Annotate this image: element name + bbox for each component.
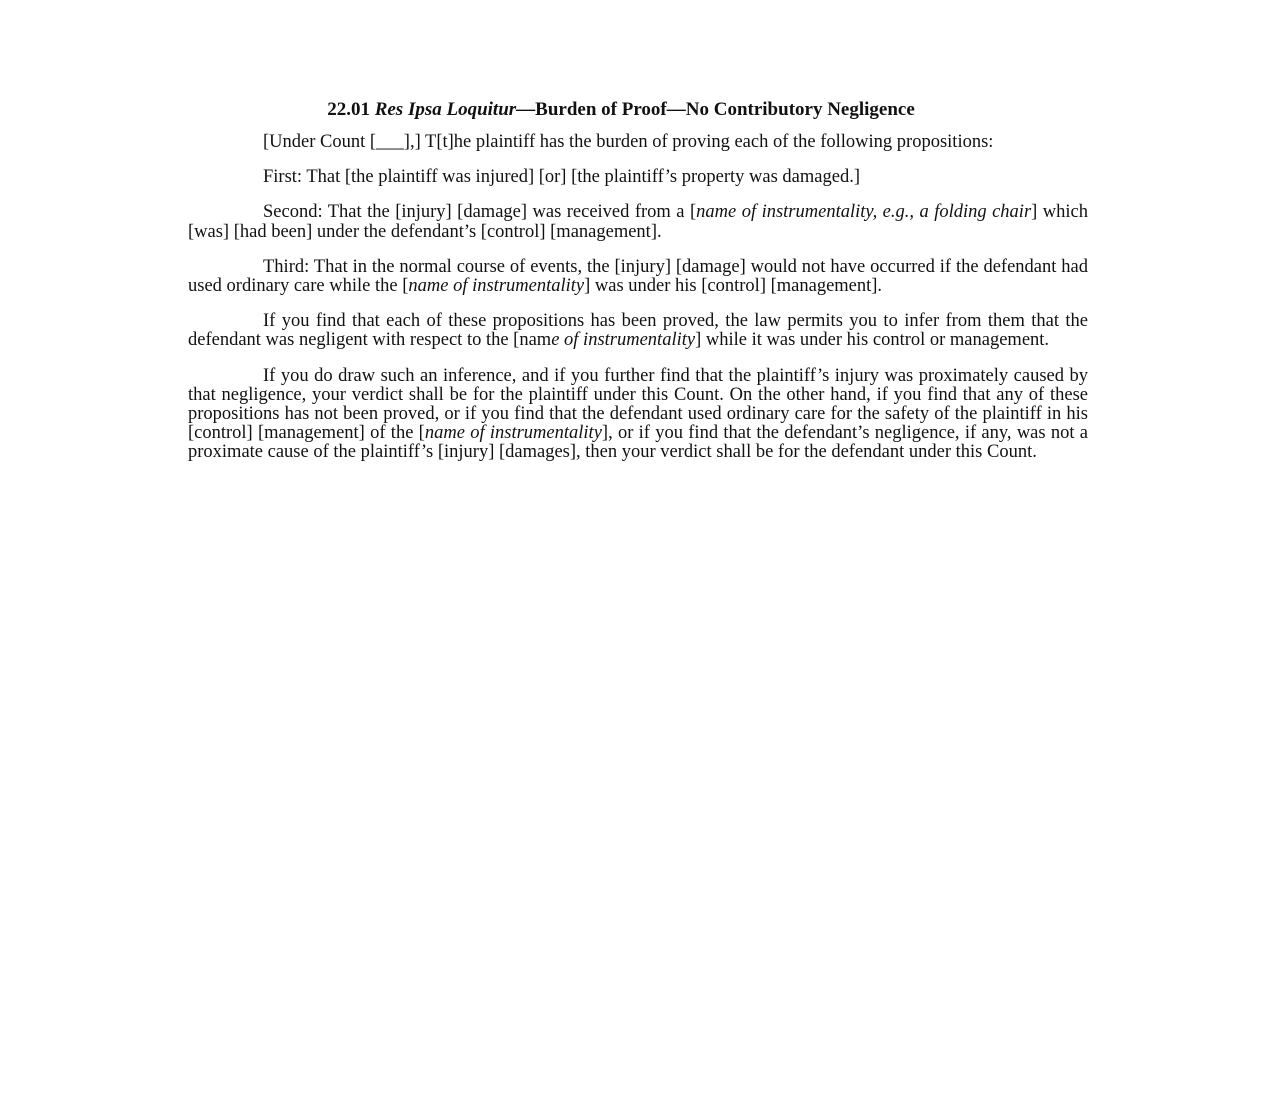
title-rest: —Burden of Proof—No Contributory Negligence <box>516 99 915 120</box>
paragraph-third <box>188 258 1088 296</box>
paragraph-second-part: ] which [was] [had been] under the defendant’s [control] [management]. <box>188 202 1089 242</box>
paragraph-inference-part: ] while it was under his control or management. <box>695 330 1050 351</box>
paragraph-inference-part: If you find that each of these propositions has been proved, the law permits you to infer from them that the defendant was negligent with respect to the [nam <box>188 311 1088 351</box>
paragraph-first <box>188 168 1088 187</box>
document-page <box>188 98 1088 479</box>
paragraph-second-part: name of instrumentality, e.g., a folding chair <box>696 202 1032 223</box>
paragraph-verdict <box>188 367 1088 463</box>
paragraph-inference <box>188 312 1088 350</box>
paragraph-inference-part: e of instrumentality <box>551 330 696 351</box>
title-number: 22.01 <box>327 99 370 120</box>
paragraph-intro <box>188 133 1088 152</box>
paragraph-third-part: ] was under his [control] [management]. <box>584 276 883 297</box>
title-italic: Res Ipsa Loquitur <box>374 99 517 120</box>
paragraph-intro-part: [Under Count [___],] T[t]he plaintiff has the burden of proving each of the following propositions: <box>263 132 994 152</box>
instruction-title <box>188 98 1088 122</box>
instruction-body <box>188 133 1088 463</box>
paragraph-second-part: Second: That the [injury] [damage] was received from a [ <box>263 202 697 223</box>
paragraph-third-part: name of instrumentality <box>408 276 585 297</box>
paragraph-first-part: First: That [the plaintiff was injured] [or] [the plaintiff’s property was damaged.] <box>263 167 860 188</box>
paragraph-third-part: Third: That in the normal course of events, the [injury] [damage] would not have occurred if the defendant had used ordinary care while the [ <box>188 256 1088 297</box>
paragraph-verdict-part: If you do draw such an inference, and if you further find that the plaintiff’s injury was proximately caused by that negligence, your verdict shall be for the plaintiff under this Count. On the other hand, if you find that any of these propositions has not been proved, or if you find that the defendant used ordinary care for the safety of the plaintiff in his [control] [management] of the [ <box>188 365 1088 444</box>
paragraph-verdict-part: ], or if you find that the defendant’s negligence, if any, was not a proximate cause of the plaintiff’s [injury] [damages], then your verdict shall be for the defendant under this Count. <box>188 423 1088 463</box>
paragraph-second <box>188 203 1088 241</box>
paragraph-verdict-part: name of instrumentality <box>424 423 602 444</box>
